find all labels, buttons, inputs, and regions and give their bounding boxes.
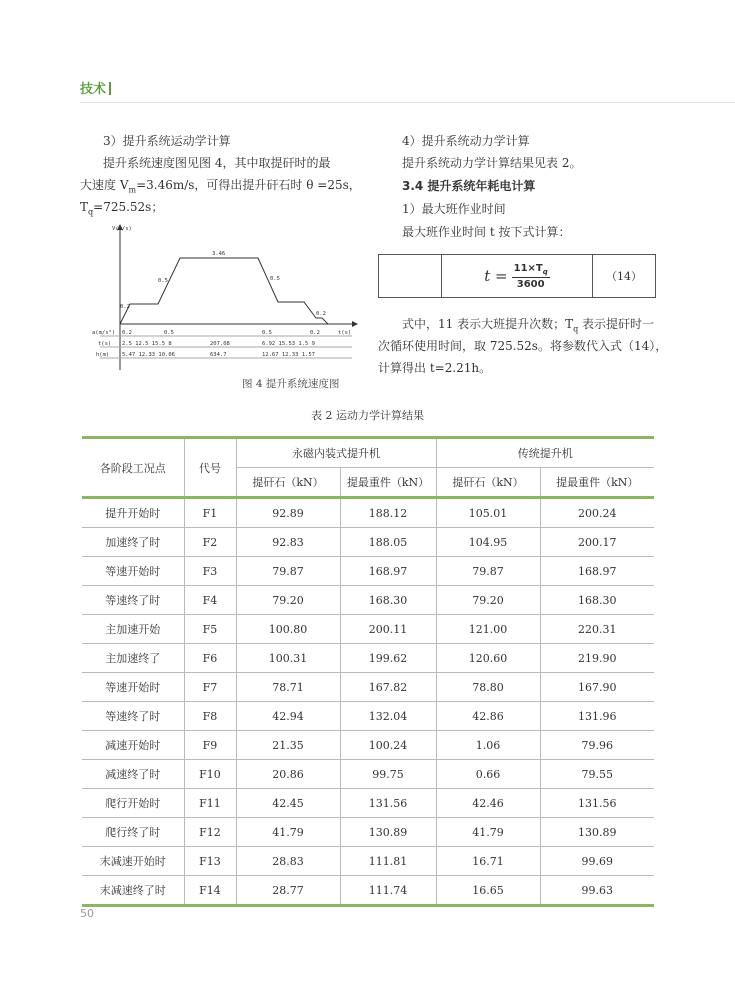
table-cell: F1 [184, 498, 236, 528]
level-label-acc: 0.5 [158, 278, 168, 284]
paragraph-dynamics: 提升系统动力学计算结果见表 2。 [402, 156, 582, 170]
section-heading-energy: 3.4 提升系统年耗电计算 [402, 179, 536, 193]
table-cell: 42.45 [236, 789, 340, 818]
table-cell: 188.12 [340, 498, 436, 528]
table-cell: 168.97 [340, 557, 436, 586]
table-cell: 等速终了时 [82, 702, 184, 731]
col-stage: 各阶段工况点 [82, 438, 184, 498]
group-pm-hoist: 永磁内装式提升机 [236, 438, 436, 468]
row-label-t: t(s) [98, 341, 112, 347]
table-cell: 0.66 [436, 760, 540, 789]
table-row [82, 644, 654, 673]
table-cell: 99.69 [540, 847, 654, 876]
table-cell: 79.55 [540, 760, 654, 789]
table-row [82, 702, 654, 731]
table-cell: 末减速终了时 [82, 876, 184, 906]
table-cell: 79.20 [436, 586, 540, 615]
table-cell: F13 [184, 847, 236, 876]
table-cell: 42.86 [436, 702, 540, 731]
table-cell: F2 [184, 528, 236, 557]
paragraph-line-2: 大速度 $V_m=3.46m/s$，可得出提升矸石时 θ =25s， [80, 178, 361, 195]
table-cell: 100.80 [236, 615, 340, 644]
table-cell: 16.65 [436, 876, 540, 906]
table-cell: 等速开始时 [82, 557, 184, 586]
table-cell: 减速终了时 [82, 760, 184, 789]
paragraph-where-3: 计算得出 t=2.21h。 [378, 361, 492, 375]
table-row [82, 557, 654, 586]
table-cell: F8 [184, 702, 236, 731]
row-a-2: 0.5 [164, 330, 174, 336]
table-cell: 220.31 [540, 615, 654, 644]
table-cell: F11 [184, 789, 236, 818]
table-cell: 188.05 [340, 528, 436, 557]
table-cell: 219.90 [540, 644, 654, 673]
table-row [82, 528, 654, 557]
table-cell: 168.97 [540, 557, 654, 586]
sub-heavy-1: 提最重件（kN） [340, 468, 436, 498]
row-a-1: 0.2 [122, 330, 132, 336]
table-cell: 1.06 [436, 731, 540, 760]
table-cell: 提升开始时 [82, 498, 184, 528]
table-cell: 131.56 [340, 789, 436, 818]
subheading-max-shift: 1）最大班作业时间 [402, 202, 506, 216]
row-t-3: 6.92 15.53 1.5 9 [262, 341, 315, 347]
table-row [82, 731, 654, 760]
table-cell: 200.24 [540, 498, 654, 528]
table-cell: 78.80 [436, 673, 540, 702]
table-cell: 等速开始时 [82, 673, 184, 702]
formula-lhs: t = [484, 267, 508, 285]
table-cell: 130.89 [340, 818, 436, 847]
table-row [82, 760, 654, 789]
table-cell: F12 [184, 818, 236, 847]
table-row [82, 789, 654, 818]
table-cell: 131.96 [540, 702, 654, 731]
table-cell: 111.81 [340, 847, 436, 876]
paragraph-where-2: 次循环使用时间，取 725.52s。将参数代入式（14）， [378, 339, 668, 353]
table-cell: 末减速开始时 [82, 847, 184, 876]
table-cell: 20.86 [236, 760, 340, 789]
formula-cell [442, 255, 593, 297]
table-cell: 167.90 [540, 673, 654, 702]
table-row [82, 847, 654, 876]
row-label-a: a(m/s²) [92, 330, 116, 336]
row-a-4: 0.2 [310, 330, 320, 336]
header-divider [80, 102, 735, 103]
paragraph-shift-formula: 最大班作业时间 t 按下式计算： [402, 225, 571, 239]
table-cell: 主加速终了 [82, 644, 184, 673]
col-code: 代号 [184, 438, 236, 498]
table-cell: 78.71 [236, 673, 340, 702]
page-number: 50 [80, 907, 94, 920]
table-cell: 168.30 [540, 586, 654, 615]
group-traditional: 传统提升机 [436, 438, 654, 468]
formula-number: （14） [606, 270, 642, 283]
table-row [82, 498, 654, 528]
table-cell: F5 [184, 615, 236, 644]
table-cell: 99.63 [540, 876, 654, 906]
table-cell: 28.83 [236, 847, 340, 876]
paragraph-line-3: $T_q=725.52s$； [80, 200, 164, 217]
row-h-1: 5.47 12.33 10.06 [122, 352, 175, 358]
table-cell: 105.01 [436, 498, 540, 528]
row-h-2: 634.7 [210, 352, 227, 358]
row-t-1: 2.5 12.5 15.5 8 [122, 341, 172, 347]
table-cell: 爬行开始时 [82, 789, 184, 818]
table-cell: 41.79 [436, 818, 540, 847]
table-row [82, 615, 654, 644]
table-cell: 等速终了时 [82, 586, 184, 615]
level-label-dec: 0.5 [270, 276, 280, 282]
paragraph-where-1: 式中，11 表示大班提升次数；$T_q$ 表示提矸时一 [402, 317, 655, 334]
formula-blank-cell [379, 255, 442, 297]
sub-rock-1: 提矸石（kN） [236, 468, 340, 498]
table-cell: 79.96 [540, 731, 654, 760]
table-cell: F14 [184, 876, 236, 906]
table-cell: 主加速开始 [82, 615, 184, 644]
table-cell: 21.35 [236, 731, 340, 760]
table-row [82, 876, 654, 906]
formula-fraction: $\frac{11\times T_q}{3600}$ [513, 262, 548, 290]
formula-box [378, 254, 656, 298]
sub-rock-2: 提矸石（kN） [436, 468, 540, 498]
table-cell: F7 [184, 673, 236, 702]
y-axis-label: V(m/s) [112, 226, 132, 232]
row-a-3: 0.5 [262, 330, 272, 336]
x-axis-label: t(s) [338, 330, 352, 336]
table-row [82, 818, 654, 847]
results-table [82, 436, 654, 907]
table-cell: 79.87 [236, 557, 340, 586]
table-cell: 42.46 [436, 789, 540, 818]
table-cell: 79.87 [436, 557, 540, 586]
table-cell: 121.00 [436, 615, 540, 644]
table-cell: F9 [184, 731, 236, 760]
table-cell: 199.62 [340, 644, 436, 673]
row-label-h: h(m) [96, 352, 110, 358]
table-cell: 41.79 [236, 818, 340, 847]
table-cell: F3 [184, 557, 236, 586]
figure-caption: 图 4 提升系统速度图 [242, 378, 340, 390]
table-cell: 100.31 [236, 644, 340, 673]
table-cell: 132.04 [340, 702, 436, 731]
subheading-dynamics: 4）提升系统动力学计算 [402, 134, 530, 148]
subheading-kinematics: 3）提升系统运动学计算 [103, 134, 231, 148]
table-cell: 168.30 [340, 586, 436, 615]
table-cell: 加速终了时 [82, 528, 184, 557]
speed-curve [120, 258, 328, 324]
table-cell: 104.95 [436, 528, 540, 557]
table-cell: 爬行终了时 [82, 818, 184, 847]
table-cell: 42.94 [236, 702, 340, 731]
table-cell: 111.74 [340, 876, 436, 906]
table-cell: 120.60 [436, 644, 540, 673]
table-cell: F6 [184, 644, 236, 673]
table-cell: 92.89 [236, 498, 340, 528]
sub-heavy-2: 提最重件（kN） [540, 468, 654, 498]
table-cell: 200.17 [540, 528, 654, 557]
row-t-2: 207.08 [210, 341, 230, 347]
table-cell: 减速开始时 [82, 731, 184, 760]
level-label-end: 0.2 [316, 311, 326, 317]
table-cell: 200.11 [340, 615, 436, 644]
row-h-3: 12.67 12.33 1.57 [262, 352, 315, 358]
table-cell: F4 [184, 586, 236, 615]
table-cell: 79.20 [236, 586, 340, 615]
table-cell: F10 [184, 760, 236, 789]
table-caption: 表 2 运动力学计算结果 [311, 409, 424, 422]
table-row [82, 673, 654, 702]
level-label-max: 3.46 [212, 251, 226, 257]
table-cell: 130.89 [540, 818, 654, 847]
table-cell: 16.71 [436, 847, 540, 876]
table-cell: 167.82 [340, 673, 436, 702]
table-cell: 28.77 [236, 876, 340, 906]
level-label-start: 0.2 [120, 304, 130, 310]
table-row [82, 586, 654, 615]
speed-diagram [90, 222, 360, 372]
table-cell: 131.56 [540, 789, 654, 818]
table-cell: 92.83 [236, 528, 340, 557]
paragraph-line-1: 提升系统速度图见图 4，其中取提矸时的最 [103, 156, 331, 170]
section-header: 技术 [80, 78, 111, 97]
table-cell: 99.75 [340, 760, 436, 789]
table-cell: 100.24 [340, 731, 436, 760]
